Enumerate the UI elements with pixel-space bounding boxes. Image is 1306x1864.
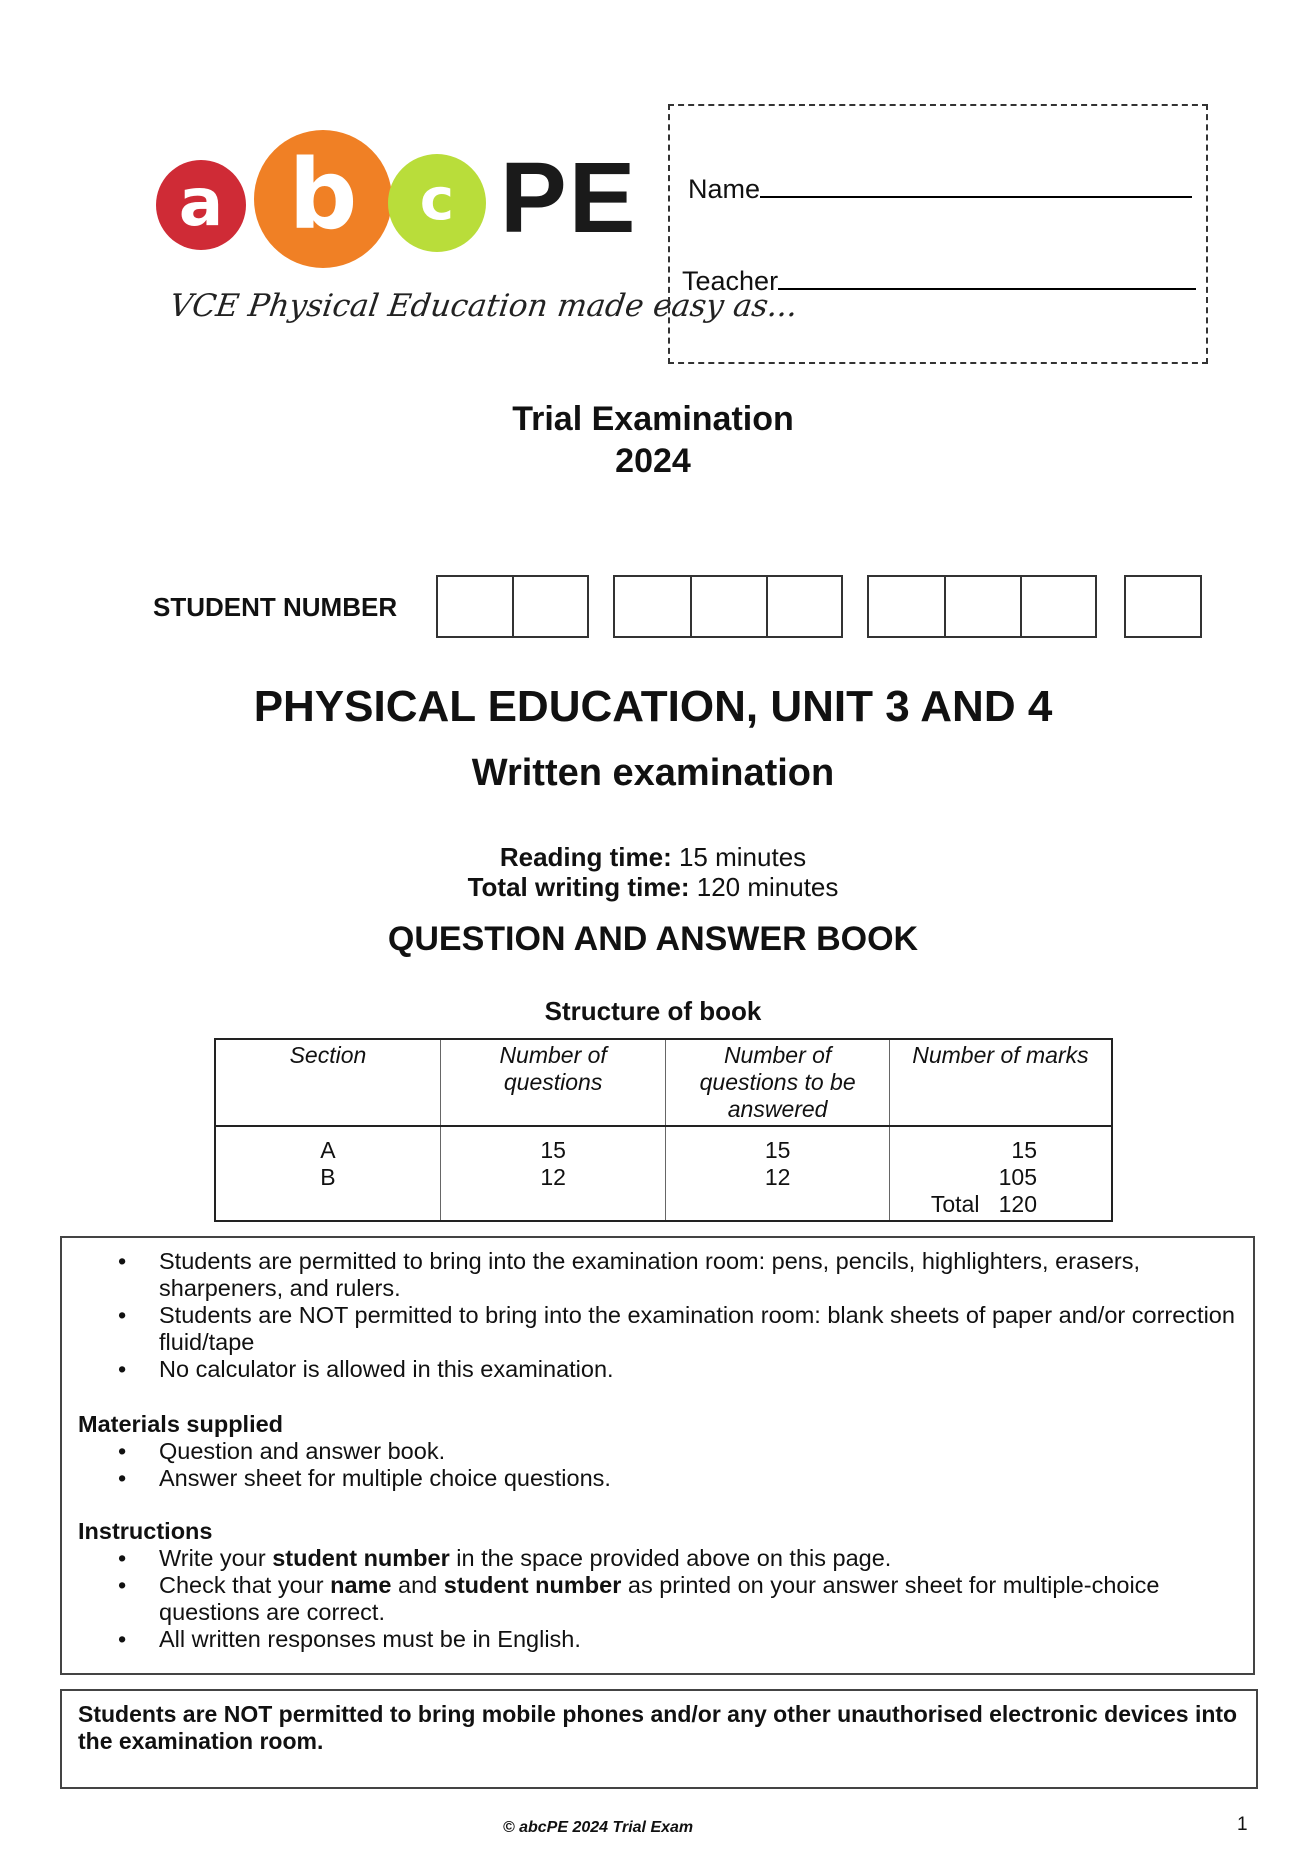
exam-times	[0, 842, 1306, 902]
footer-copyright: © abcPE 2024 Trial Exam	[502, 1819, 694, 1836]
table-row: A 15 15 15	[215, 1126, 1112, 1164]
teacher-line[interactable]	[682, 266, 1196, 297]
student-number-group-2[interactable]	[613, 575, 843, 638]
rules-list	[62, 1248, 1253, 1383]
name-line[interactable]	[688, 174, 1192, 205]
exam-heading-year: 2024	[615, 442, 691, 480]
page-number: 1	[1237, 1814, 1248, 1835]
instructions-heading: Instructions	[78, 1518, 213, 1544]
header-questions: Number of questions	[440, 1039, 665, 1126]
teacher-field[interactable]	[778, 287, 1196, 290]
total-value: 120	[998, 1191, 1037, 1217]
list-item: • Write your student number in the space provided above on this page.	[118, 1545, 892, 1571]
name-teacher-box	[668, 104, 1208, 364]
subject-title: PHYSICAL EDUCATION, UNIT 3 AND 4	[253, 682, 1053, 731]
structure-table	[214, 1038, 1113, 1222]
exam-heading	[0, 398, 1306, 482]
reading-time: Reading time: 15 minutes	[499, 842, 807, 872]
name-label: Name	[688, 174, 761, 204]
list-item: • No calculator is allowed in this examination.	[118, 1356, 614, 1382]
list-item: • All written responses must be in English.	[118, 1626, 581, 1652]
rules-box	[60, 1236, 1255, 1675]
list-item: • Question and answer book.	[118, 1438, 446, 1464]
header-marks: Number of marks	[889, 1039, 1112, 1126]
header-section: Section	[215, 1039, 440, 1126]
exam-heading-title: Trial Examination	[512, 400, 794, 438]
materials-list	[62, 1438, 1253, 1492]
list-item: • Students are NOT permitted to bring into the examination room: blank sheets of paper and/or correction fluid/tape	[118, 1302, 1235, 1355]
student-number-group-1[interactable]	[436, 575, 589, 638]
book-title: QUESTION AND ANSWER BOOK	[387, 920, 919, 958]
structure-header-row	[215, 1039, 1112, 1126]
list-item: • Students are permitted to bring into the examination room: pens, pencils, highlighters, erasers, sharpeners, and rulers.	[118, 1248, 1140, 1301]
student-number-label: STUDENT NUMBER	[153, 592, 398, 622]
warning-box: Students are NOT permitted to bring mobile phones and/or any other unauthorised electronic devices into the examination room.	[60, 1689, 1258, 1789]
instructions-list	[62, 1545, 1253, 1653]
structure-title: Structure of book	[544, 996, 762, 1026]
header-answered: Number of questions to be answered	[666, 1039, 890, 1126]
logo-circle-b: b	[254, 130, 392, 268]
list-item: • Check that your name and student number as printed on your answer sheet for multiple-choice questions are correct.	[118, 1572, 1160, 1625]
materials-heading: Materials supplied	[78, 1411, 284, 1437]
logo-pe-text: PE	[500, 142, 638, 254]
logo-circle-a: a	[156, 160, 246, 250]
logo-circle-c: c	[388, 154, 486, 252]
subject-subtitle: Written examination	[471, 752, 835, 794]
table-row-total	[215, 1191, 1112, 1221]
student-number-group-3[interactable]	[867, 575, 1097, 638]
table-row: B 12 12 105	[215, 1164, 1112, 1191]
list-item: • Answer sheet for multiple choice questions.	[118, 1465, 611, 1491]
writing-time: Total writing time: 120 minutes	[467, 872, 839, 902]
name-field[interactable]	[760, 195, 1192, 198]
logo-tagline: VCE Physical Education made easy as...	[167, 288, 801, 324]
total-label: Total	[930, 1191, 980, 1217]
student-number-group-4[interactable]	[1124, 575, 1202, 638]
teacher-label: Teacher	[682, 266, 779, 296]
